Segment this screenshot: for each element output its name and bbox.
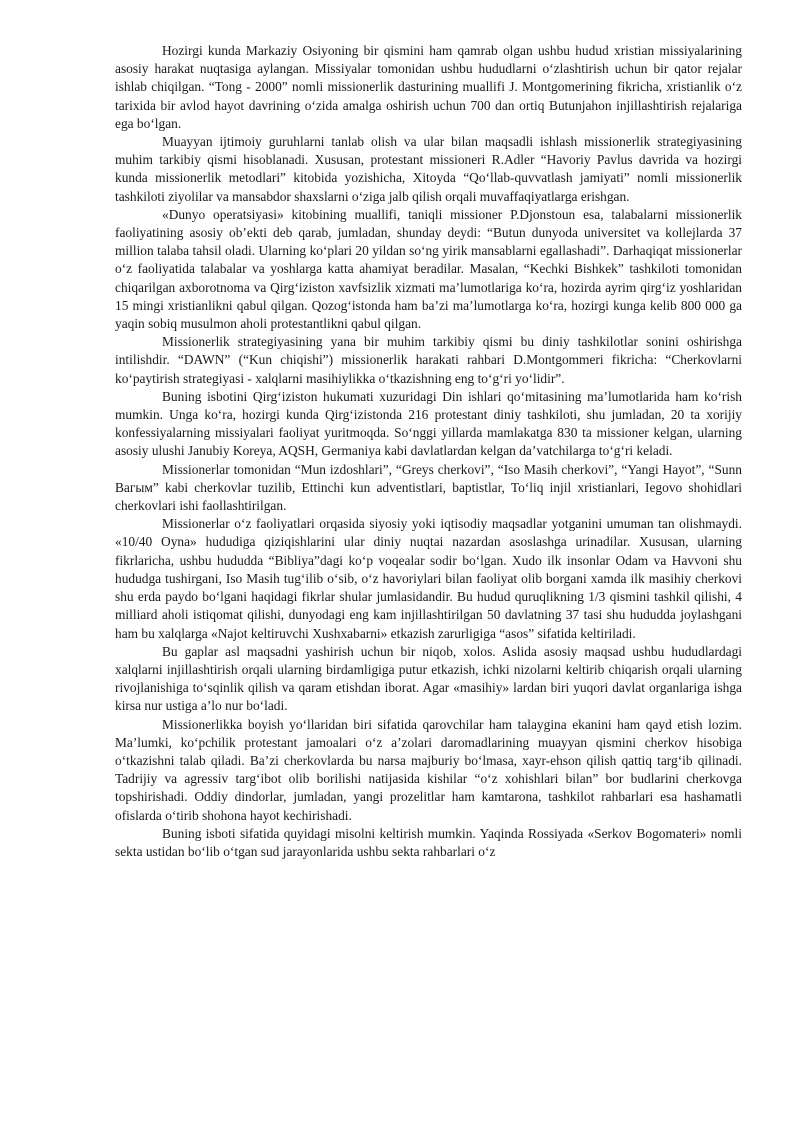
paragraph: «Dunyo operatsiyasi» kitobining muallifi, taniqli missioner P.Djonstoun esa, talabalarni missionerlik faoliyatining asosiy obʼekti deb qarab, jumladan, shunday deydi: “Butun dunyoda universitet va kollejlarda 37 million talaba tahsil oladi. Ularning koʻplari 20 yildan soʻng yirik mansablarni egallashadi”. Darhaqiqat missionerlar oʻz faoliyatida talabalar va yoshlarga katta ahamiyat beradilar. Masalan, “Kechki Bishkek” tashkiloti tomonidan chiqarilgan axborotnoma va Qirgʻiziston xavfsizlik xizmati maʼlumotlariga koʻra, hozirda ayrim qirgʻiz yoshlaridan 15 mingi xristianlikni qabul qilgan. Qozogʻistonda ham baʼzi maʼlumotlarga koʻra, hozirgi kunga kelib 800 000 ga yaqin sobiq musulmon aholi protestantlikni qabul qilgan. xyxy=(115,206,742,332)
paragraph: Buning isboti sifatida quyidagi misolni keltirish mumkin. Yaqinda Rossiyada «Serkov Bogomateri» nomli sekta ustidan boʻlib oʻtgan sud jarayonlarida ushbu sekta rahbarlari oʻz xyxy=(115,825,742,859)
paragraph: Bu gaplar asl maqsadni yashirish uchun bir niqob, xolos. Aslida asosiy maqsad ushbu hududlardagi xalqlarni injillashtirish orqali ularning birdamligiga putur etkazish, ichki nizolarni keltirib chiqarish orqali ularning rivojlanishiga toʻsqinlik qilish va qaram etishdan iborat. Agar «masihiy» lardan biri yuqori davlat organlariga ishga kirsa nur ustiga aʼlo nur boʻladi. xyxy=(115,643,742,714)
paragraph: Missionerlar tomonidan “Mun izdoshlari”, “Greys cherkovi”, “Iso Masih cherkovi”, “Yangi Hayot”, “Sunn Вагым” kabi cherkovlar tuzilib, Ettinchi kun adventistlari, baptistlar, Toʻliq injil xristianlari, Iegovo shohidlari cherkovlari ishi faollashtirilgan. xyxy=(115,461,742,514)
paragraph: Muayyan ijtimoiy guruhlarni tanlab olish va ular bilan maqsadli ishlash missionerlik strategiyasining muhim tarkibiy qismi hisoblanadi. Xususan, protestant missioneri R.Adler “Havoriy Pavlus davrida va hozirgi kunda missionerlik metodlari” kitobida yozishicha, Xitoyda “Qoʻllab-quvvatlash jamiyati” nomli missionerlik tashkiloti ziyolilar va mansabdor shaxslarni oʻziga jalb qilish orqali muvaffaqiyatlarga erishgan. xyxy=(115,134,742,204)
paragraph: Buning isbotini Qirgʻiziston hukumati xuzuridagi Din ishlari qoʻmitasining maʼlumotlarida ham koʻrish mumkin. Unga koʻra, hozirgi kunda Qirgʻizistonda 216 protestant diniy tashkiloti, shu jumladan, 20 ta xorijiy konfessiyalarning missiyalari faoliyat yuritmoqda. Soʻnggi yillarda mamlakatga 830 ta missioner kelgan, ularning asosiy ulushi Janubiy Koreya, AQSH, Germaniya kabi davlatlardan kelgan daʼvatchilarga toʻgʻri keladi. xyxy=(115,388,742,459)
paragraph: Missionerlar oʻz faoliyatlari orqasida siyosiy yoki iqtisodiy maqsadlar yotganini umuman tan olishmaydi. «10/40 Oyna» hududiga qiziqishlarini ular diniy nuqtai nazardan asoslashga urinadilar. Xususan, ularning fikrlaricha, ushbu hududda “Bibliya”dagi koʻp voqealar sodir boʻlgan. Xudo ilk insonlar Odam va Havvoni shu hududga tushirgani, Iso Masih tugʻilib oʻsib, oʻz havoriylari bilan faoliyat olib borgani xamda ilk masihiy cherkovi shu erda paydo boʻlgani haqidagi fikrlar shular jumlasidandir. Bu hudud quruqlikning 1/3 qismini tashkil qilishi, 4 milliard aholi istiqomat qilishi, dunyodagi eng kam injillashtirilgan 50 davlatning 37 tasi shu hududda joylashgani ham bu xalqlarga «Najot keltiruvchi Xushxabarni» etkazish zarurligiga “asos” sifatida keltiriladi. xyxy=(115,516,742,641)
document-page xyxy=(115,42,742,861)
paragraph: Hozirgi kunda Markaziy Osiyoning bir qismini ham qamrab olgan ushbu hudud xristian missiyalarining asosiy harakat nuqtasiga aylangan. Missiyalar tomonidan ushbu hududlarni oʻzlashtirish uchun bir qator rejalar ishlab chiqilgan. “Tong - 2000” nomli missionerlik dasturining muallifi J. Montgomerining fikricha, xristianlik oʻz tarixida bir avlod hayot davrining oʻzida amalga oshirish uchun 700 dan ortiq Butunjahon injillashtirish rejalariga ega boʻlgan. xyxy=(115,43,742,131)
paragraph: Missionerlikka boyish yoʻllaridan biri sifatida qarovchilar ham talaygina ekanini ham qayd etish lozim. Maʼlumki, koʻpchilik protestant jamoalari oʻz aʼzolari daromadlarining muayyan qismini cherkov hisobiga oʻtkazishni talab qiladi. Baʼzi cherkovlarda bu narsa majburiy boʻlmasa, xayr-ehson qilish qattiq targʻib qilinadi. Tadrijiy va agressiv targʻibot olib borilishi natijasida kishilar “oʻz xohishlari bilan” bor budlarini cherkovga topshirishadi. Oddiy dindorlar, jumladan, yangi prozelitlar ham kamtarona, tashkilot rahbarlari esa hashamatli ofislarda oʻtirib shohona hayot kechirishadi. xyxy=(115,716,742,823)
paragraph: Missionerlik strategiyasining yana bir muhim tarkibiy qismi bu diniy tashkilotlar sonini oshirishga intilishdir. “DAWN” (“Kun chiqishi”) missionerlik harakati rahbari D.Montgommeri fikricha: “Cherkovlarni koʻpaytirish strategiyasi - xalqlarni masihiylikka oʻtkazishning eng toʻgʻri yoʻlidir”. xyxy=(115,334,742,386)
